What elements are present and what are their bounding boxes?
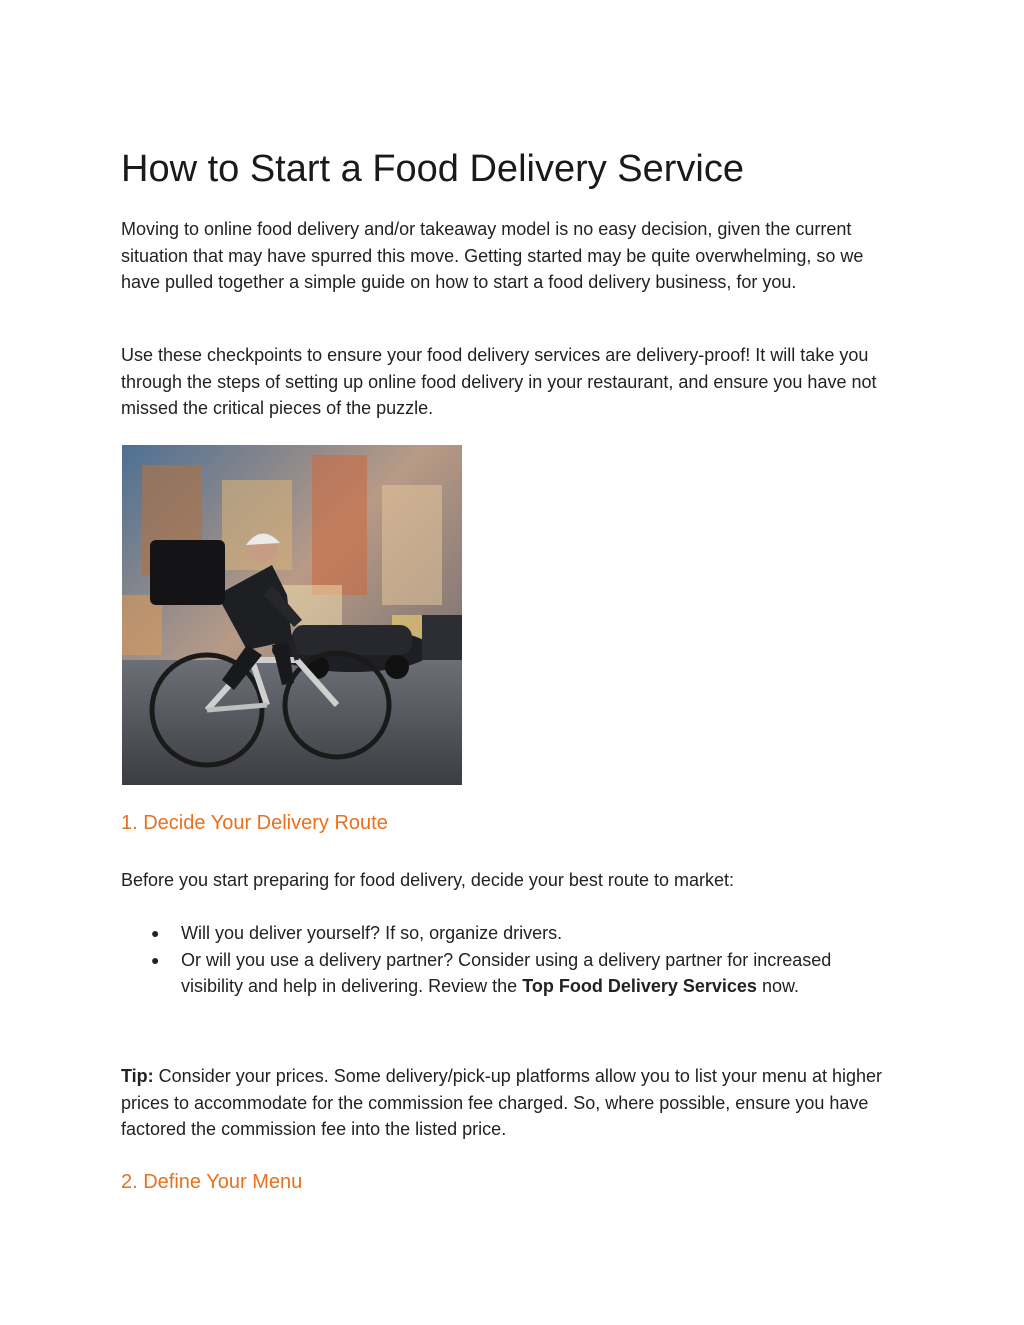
section-heading-define-menu: 2. Define Your Menu bbox=[121, 1171, 303, 1193]
tip-paragraph bbox=[121, 1063, 896, 1143]
delivery-route-list bbox=[121, 920, 861, 1000]
top-food-delivery-services-link[interactable]: Top Food Delivery Services bbox=[522, 976, 757, 996]
page-title: How to Start a Food Delivery Service bbox=[121, 148, 745, 190]
tip-label: Tip: bbox=[121, 1066, 154, 1086]
bullet-icon: ● bbox=[151, 951, 160, 968]
intro-paragraph: Moving to online food delivery and/or takeaway model is no easy decision, given the current situation that may have spurred this move. Getting started may be quite overwhelming, so we have pulled together a simple guide on how to start a food delivery business, for you. bbox=[121, 219, 864, 292]
bullet-icon: ● bbox=[151, 925, 160, 941]
tip-text: Consider your prices. Some delivery/pick-up platforms allow you to list your menu at higher prices to accommodate for the commission fee charged. So, where possible, ensure you have factored the commission fee into the listed price. bbox=[121, 1066, 882, 1139]
section-lead-paragraph: Before you start preparing for food delivery, decide your best route to market: bbox=[121, 870, 734, 890]
list-item-text-end: now. bbox=[756, 976, 799, 996]
intro-paragraph-checkpoints: Use these checkpoints to ensure your food delivery services are delivery-proof! It will take you through the steps of setting up online food delivery in your restaurant, and ensure you have not missed the critical pieces of the puzzle. bbox=[121, 345, 877, 418]
list-item-text: Or will you use a delivery partner? Consider using a delivery partner for increased visibility and help in delivering. Review the bbox=[181, 949, 832, 996]
list-item bbox=[121, 920, 861, 947]
list-item-text: Will you deliver yourself? If so, organize drivers. bbox=[181, 923, 563, 943]
delivery-cyclist-photo bbox=[122, 445, 462, 785]
section-heading-delivery-route: 1. Decide Your Delivery Route bbox=[121, 812, 388, 834]
list-item bbox=[121, 947, 861, 1000]
